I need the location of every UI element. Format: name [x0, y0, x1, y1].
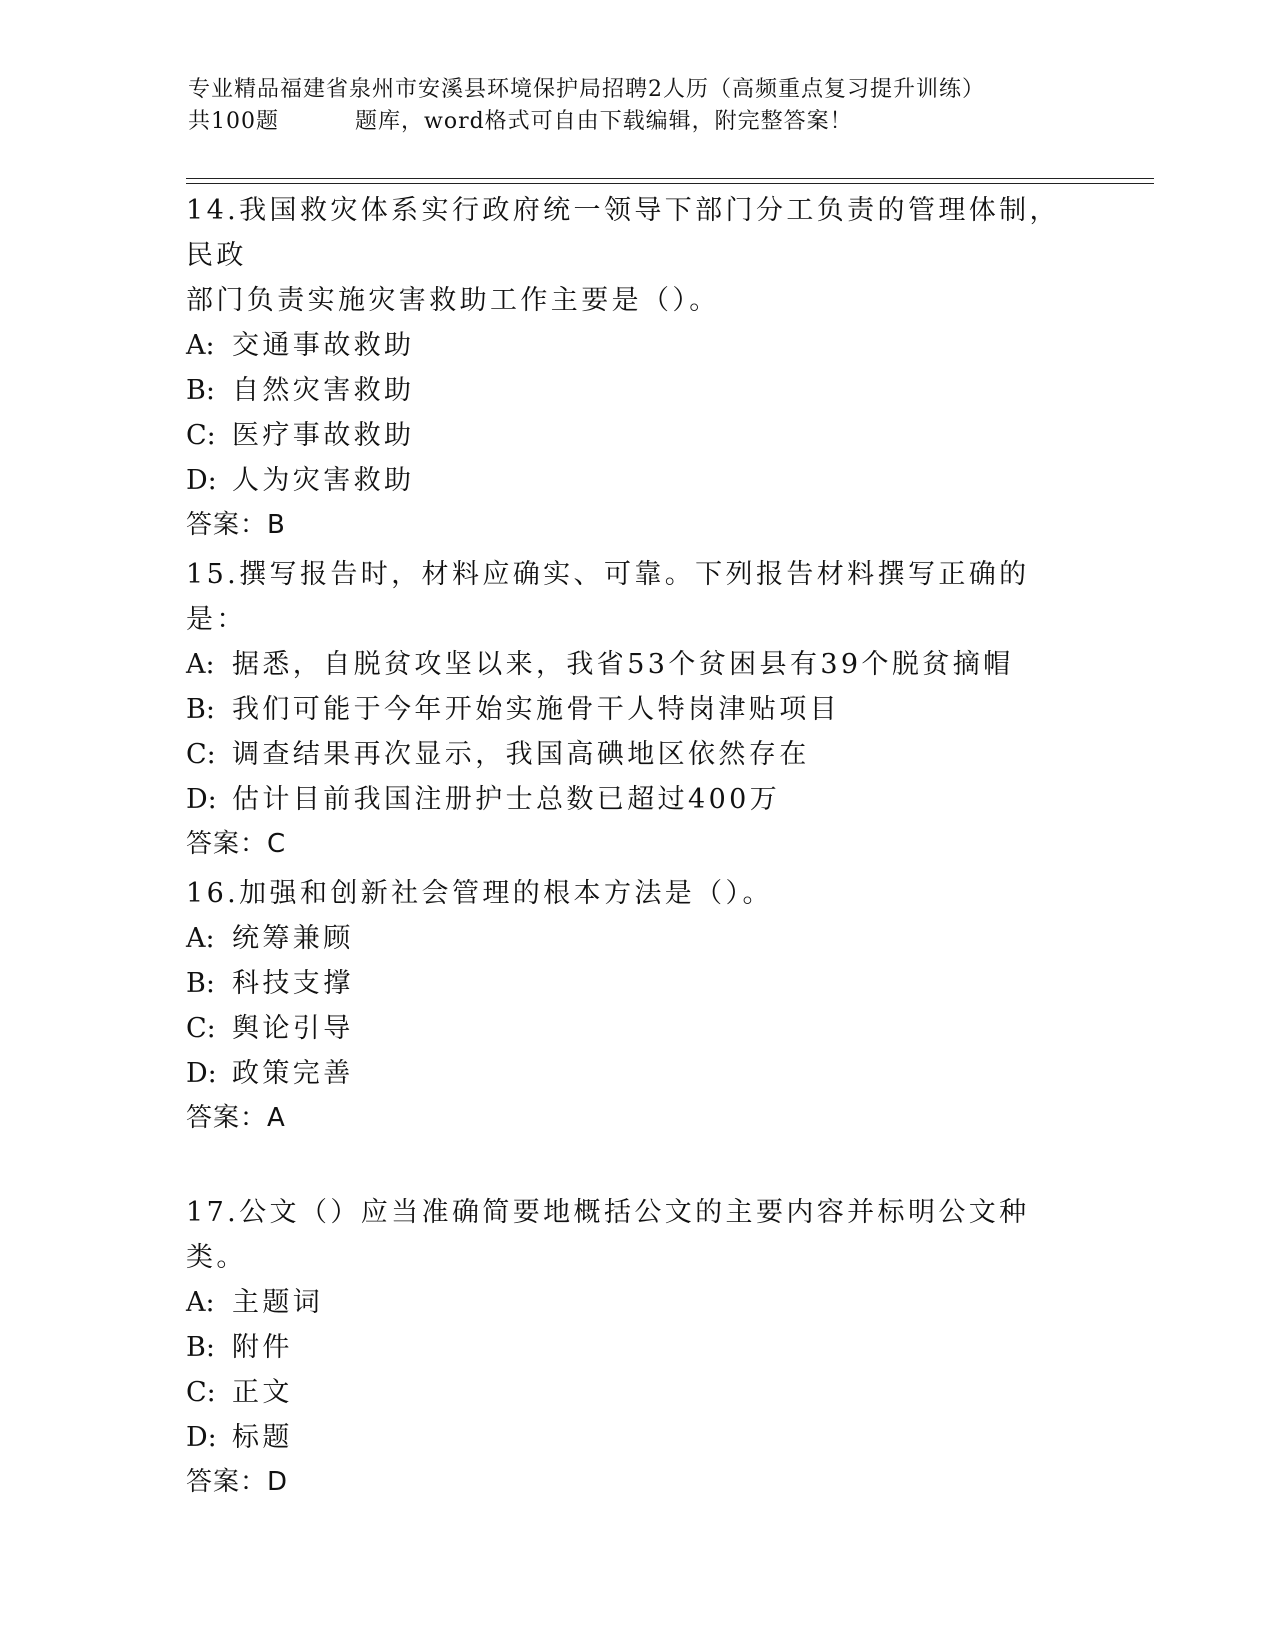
option-b [186, 961, 1086, 1006]
answer: 答案：A [186, 1103, 286, 1133]
option-text: 我们可能于今年开始实施骨干人特岗津贴项目 [232, 694, 840, 725]
header-description: 题库，word格式可自由下载编辑，附完整答案！ [355, 109, 853, 134]
option-key: D: [186, 1058, 217, 1089]
question-17 [186, 1190, 1086, 1505]
answer: 答案：D [186, 1467, 289, 1497]
option-key: C: [186, 420, 216, 451]
option-text: 据悉，自脱贫攻坚以来，我省53个贫困县有39个脱贫摘帽 [232, 649, 1014, 680]
option-c [186, 413, 1086, 458]
option-a [186, 1280, 1086, 1325]
option-text: 舆论引导 [232, 1013, 354, 1044]
option-b [186, 687, 1086, 732]
option-text: 标题 [232, 1422, 293, 1453]
option-b [186, 368, 1086, 413]
option-key: D: [186, 465, 217, 496]
header-divider-top [186, 178, 1154, 179]
option-key: C: [186, 1013, 216, 1044]
answer: 答案：C [186, 829, 287, 859]
option-d [186, 1051, 1086, 1096]
option-text: 估计目前我国注册护士总数已超过400万 [232, 784, 781, 815]
option-d [186, 458, 1086, 503]
option-key: A: [186, 330, 215, 361]
header-divider-bottom [186, 183, 1154, 184]
option-text: 统筹兼顾 [232, 923, 354, 954]
option-text: 科技支撑 [232, 968, 354, 999]
option-text: 主题词 [232, 1287, 324, 1318]
option-key: C: [186, 739, 216, 770]
question-14 [186, 188, 1086, 548]
question-stem: 14.我国救灾体系实行政府统一领导下部门分工负责的管理体制，民政 [186, 195, 1060, 271]
option-key: B: [186, 694, 215, 725]
option-c [186, 1006, 1086, 1051]
option-key: D: [186, 1422, 217, 1453]
option-text: 人为灾害救助 [232, 465, 415, 496]
option-text: 自然灾害救助 [232, 375, 415, 406]
question-stem: 17.公文（）应当准确简要地概括公文的主要内容并标明公文种类。 [186, 1197, 1030, 1273]
option-a [186, 323, 1086, 368]
option-text: 正文 [232, 1377, 293, 1408]
header-question-count: 共100题 [188, 109, 279, 134]
document-header [188, 74, 1088, 138]
option-c [186, 732, 1086, 777]
question-stem: 15.撰写报告时，材料应确实、可靠。下列报告材料撰写正确的是： [186, 559, 1030, 635]
option-a [186, 642, 1086, 687]
answer: 答案：B [186, 510, 286, 540]
question-15 [186, 552, 1086, 867]
question-16 [186, 871, 1086, 1141]
header-title-line: 专业精品福建省泉州市安溪县环境保护局招聘2人历（高频重点复习提升训练） [188, 77, 985, 102]
option-d [186, 777, 1086, 822]
option-key: B: [186, 968, 215, 999]
option-key: B: [186, 375, 215, 406]
question-stem-continued: 部门负责实施灾害救助工作主要是（）。 [186, 285, 720, 316]
option-key: A: [186, 649, 215, 680]
option-text: 政策完善 [232, 1058, 354, 1089]
option-text: 医疗事故救助 [232, 420, 415, 451]
option-text: 调查结果再次显示，我国高碘地区依然存在 [232, 739, 810, 770]
option-key: A: [186, 1287, 215, 1318]
option-key: D: [186, 784, 217, 815]
option-c [186, 1370, 1086, 1415]
option-key: A: [186, 923, 215, 954]
option-b [186, 1325, 1086, 1370]
option-text: 交通事故救助 [232, 330, 415, 361]
question-stem: 16.加强和创新社会管理的根本方法是（）。 [186, 878, 773, 909]
option-text: 附件 [232, 1332, 293, 1363]
option-key: C: [186, 1377, 216, 1408]
option-a [186, 916, 1086, 961]
header-subtitle-line [188, 106, 1088, 138]
option-key: B: [186, 1332, 215, 1363]
option-d [186, 1415, 1086, 1460]
